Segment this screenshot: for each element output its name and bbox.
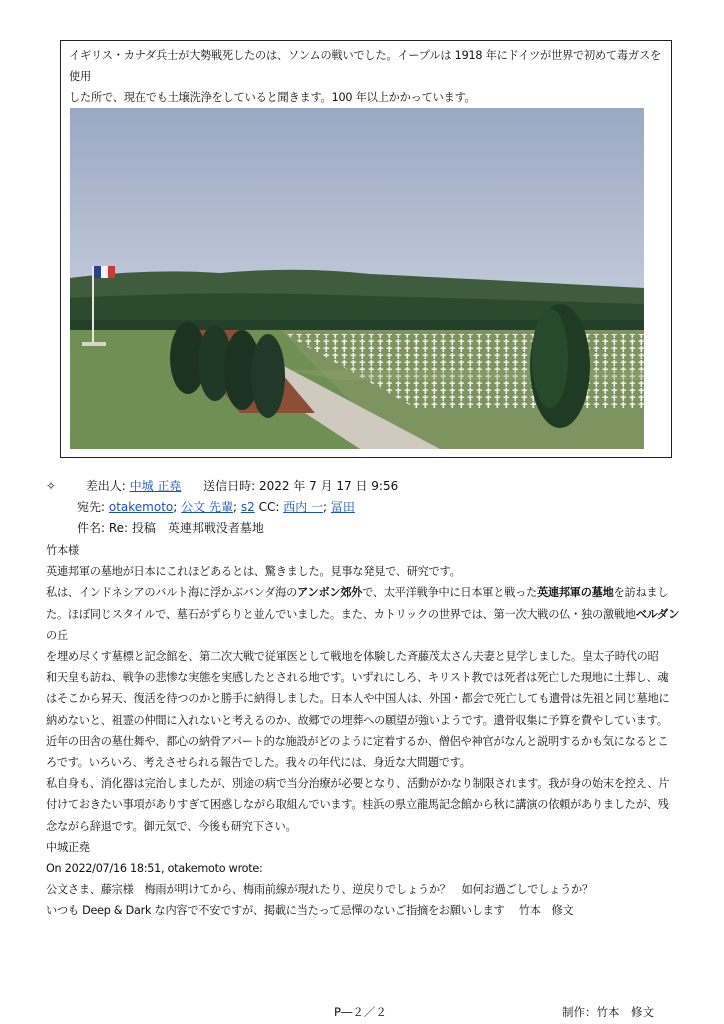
- from-row: [46, 476, 398, 497]
- footer-author: 制作：竹本 修文: [562, 1005, 654, 1019]
- intro-line: イギリス・カナダ兵士が大勢戦死したのは、ソンムの戦いでした。イープルは 1918 年にドイツが世界で初めて毒ガスを使用: [69, 49, 661, 83]
- from-link[interactable]: 中城 正堯: [129, 479, 182, 493]
- page-number: P―２／２: [334, 1005, 387, 1019]
- quote-line: いつも Deep & Dark な内容で不安ですが、掲載に当たって忌憚のないご指摘をお願いします 竹本 修文: [46, 904, 574, 918]
- sent-value: 2022 年 7 月 17 日 9:56: [258, 479, 399, 493]
- email-body: [46, 540, 682, 922]
- to-link-kumon[interactable]: 公文 先輩: [181, 500, 233, 514]
- subject-label: 件名:: [77, 521, 106, 535]
- intro-box: [60, 40, 672, 458]
- sent-label: 送信日時:: [203, 479, 256, 493]
- cemetery-photo-graphic: [70, 108, 644, 449]
- body-line: はそこから昇天、復活を待つのかと勝手に納得しました。日本人や中国人は、外国・都会で死亡しても遺骨は先祖と同じ墓地に: [46, 692, 670, 706]
- bullet-icon: ✧: [46, 479, 57, 493]
- bold-ambon: アンボン郊外: [297, 586, 363, 600]
- to-link-s2[interactable]: s2: [240, 500, 255, 514]
- body-line: [46, 582, 682, 603]
- body-line: を埋め尽くす墓標と記念館を、第二次大戦で従軍医として戦地を体験した斉藤茂太さん夫妻と見学しました。皇太子時代の昭: [46, 650, 659, 664]
- to-row: [77, 497, 355, 518]
- bold-commonwealth-cemetery: 英連邦軍の墓地: [536, 586, 614, 600]
- bold-verdun: ベルダン: [635, 607, 680, 621]
- quote-line: 公文さま、藤宗様 梅雨が明けてから、梅雨前線が現れたり、逆戻りでしょうか？ 如何お過ごしでしょうか？: [46, 883, 593, 897]
- body-span: の丘: [46, 628, 68, 642]
- body-span: 私は、インドネシアのバルト海に浮かぶバンダ海の: [46, 586, 298, 600]
- body-line: [46, 604, 682, 646]
- cc-link-tomita[interactable]: 冨田: [330, 500, 355, 514]
- body-span: で、太平洋戦争中に日本軍と戦った: [362, 586, 537, 600]
- signature: 中城正堯: [46, 840, 90, 854]
- from-label: 差出人:: [85, 479, 126, 493]
- body-span: た。ほぼ同じスタイルで、墓石がずらりと並んでいました。また、カトリックの世界では、第一次大戦の仏・独の激戦地: [46, 607, 636, 621]
- intro-line: した所で、現在でも土壌洗浄をしていると聞きます。100 年以上かかっています。: [69, 91, 476, 104]
- to-link-otakemoto[interactable]: otakemoto: [108, 500, 174, 514]
- separator: ;: [323, 500, 328, 514]
- body-line: 納めないと、祖霊の仲間に入れないと考えるのか、故郷での埋葬への願望が強いようです。遺骨収集に予算を費やしています。: [46, 713, 668, 727]
- body-line: 私自身も、消化器は完治しましたが、別途の病で当分治療が必要となり、活動がかなり制限されます。我が身の始末を控え、片: [46, 777, 670, 791]
- quote-header: On 2022/07/16 18:51, otakemoto wrote:: [46, 862, 263, 876]
- body-span: を訪ねまし: [613, 586, 669, 600]
- body-line: ろです。いろいろ、考えさせられる報告でした。我々の年代には、身近な大問題です。: [46, 756, 471, 770]
- cc-label: CC:: [258, 500, 280, 514]
- cc-link-nishiuchi[interactable]: 西内 一: [283, 500, 324, 514]
- separator: ;: [173, 500, 178, 514]
- body-line: 和天皇も訪ね、戦争の悲惨な実態を実感したとされる地です。いずれにしろ、キリスト教では死者は死亡した現地に土葬し、魂: [46, 671, 669, 685]
- to-label: 宛先:: [77, 500, 106, 514]
- salutation: 竹本様: [46, 544, 79, 557]
- separator: ;: [232, 500, 238, 514]
- subject-row: [77, 518, 264, 539]
- body-line: 近年の田舎の墓仕舞や、都心の納骨アパート的な施設がどのように定着するか、僧侶や神官がなんと説明するかも気になるとこ: [46, 734, 669, 748]
- body-line: 念ながら辞退です。御元気で、今後も研究下さい。: [46, 819, 297, 833]
- body-line: 英連邦軍の墓地が日本にこれほどあるとは、驚きました。見事な発見で、研究です。: [46, 565, 461, 579]
- verdun-cemetery-photo: [70, 108, 644, 449]
- body-line: 付けておきたい事項がありすぎて困惑しながら取組んでいます。桂浜の県立龍馬記念館から秋に講演の依頼がありましたが、残: [46, 798, 669, 812]
- subject-value: Re: 投稿 英連邦戦没者墓地: [108, 521, 264, 535]
